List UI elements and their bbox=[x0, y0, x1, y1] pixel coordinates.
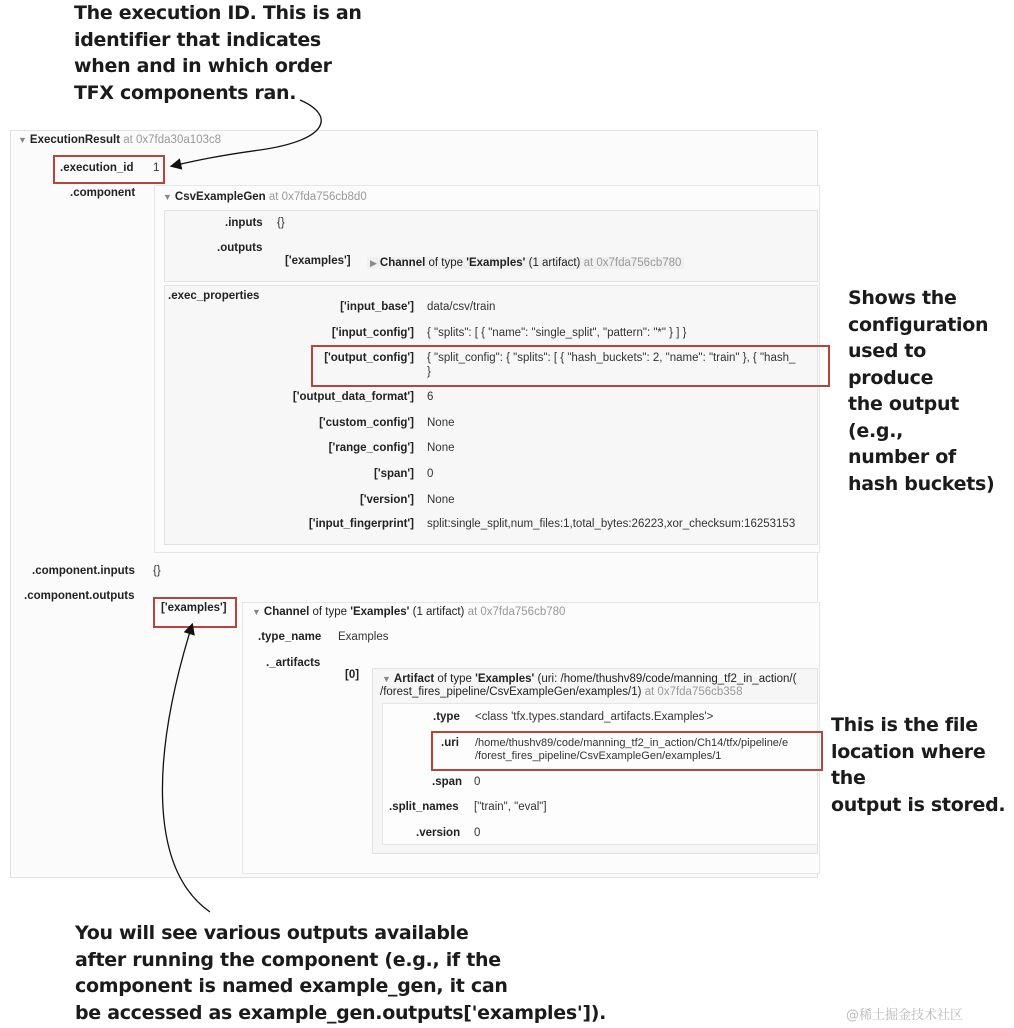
component-header[interactable]: ▼ CsvExampleGen at 0x7fda756cb8d0 bbox=[163, 191, 367, 203]
artifact-uri-key: .uri bbox=[441, 737, 459, 749]
artifact-uri-value-cont: /forest_fires_pipeline/CsvExampleGen/examples/1 bbox=[475, 750, 722, 762]
collapse-triangle-icon[interactable]: ▼ bbox=[382, 674, 391, 684]
annotation-execution-id: The execution ID. This is an identifier that indicates when and in which order TFX components ran. bbox=[74, 2, 362, 104]
annotation-output-config: Shows the configuration used to produce the output (e.g., number of hash buckets) bbox=[848, 287, 995, 495]
collapse-triangle-icon[interactable]: ▼ bbox=[18, 135, 27, 145]
exec-properties-key: .exec_properties bbox=[168, 290, 260, 302]
artifact-span-key: .span bbox=[432, 776, 463, 788]
annotation-uri: This is the file location where the output is stored. bbox=[831, 714, 1006, 816]
execution-id-value: 1 bbox=[153, 162, 160, 174]
channel-header[interactable]: ▼ Channel of type 'Examples' (1 artifact) at 0x7fda756cb780 bbox=[252, 606, 566, 618]
component-outputs-channel[interactable]: ▶ Channel of type 'Examples' (1 artifact) at 0x7fda756cb780 bbox=[367, 257, 684, 269]
artifact-header[interactable]: ▼ Artifact of type 'Examples' (uri: /home/thushv89/code/manning_tf2_in_action/( bbox=[382, 673, 797, 685]
exec-properties-panel bbox=[164, 285, 818, 545]
prop-key: ['version'] bbox=[359, 494, 414, 506]
type-name-value: Examples bbox=[338, 631, 389, 643]
prop-value: 0 bbox=[427, 468, 434, 480]
prop-value: data/csv/train bbox=[427, 301, 496, 313]
prop-value: None bbox=[427, 417, 455, 429]
component-inputs-value: {} bbox=[277, 217, 285, 229]
execution-result-header[interactable]: ▼ ExecutionResult at 0x7fda30a103c8 bbox=[18, 134, 222, 146]
prop-key: ['output_config'] bbox=[324, 352, 414, 364]
prop-value: None bbox=[427, 442, 455, 454]
execution-id-highlight bbox=[53, 155, 165, 184]
prop-value: { "split_config": { "splits": [ { "hash_buckets": 2, "name": "train" }, { "hash_ bbox=[427, 352, 796, 364]
prop-value: None bbox=[427, 494, 455, 506]
artifact-version-key: .version bbox=[416, 827, 461, 839]
artifact-split-names-key: .split_names bbox=[389, 801, 459, 813]
artifacts-key: ._artifacts bbox=[266, 657, 321, 669]
prop-value: split:single_split,num_files:1,total_bytes:26223,xor_checksum:16253153 bbox=[427, 518, 796, 530]
prop-value-cont: } bbox=[427, 366, 431, 378]
collapse-triangle-icon[interactable]: ▼ bbox=[252, 607, 261, 617]
prop-value: { "splits": [ { "name": "single_split", "pattern": "*" } ] } bbox=[427, 327, 687, 339]
prop-key: ['custom_config'] bbox=[319, 417, 414, 429]
watermark: @稀土掘金技术社区 bbox=[846, 1008, 964, 1023]
collapse-triangle-icon[interactable]: ▼ bbox=[163, 192, 172, 202]
artifact-fields-panel bbox=[382, 703, 818, 845]
prop-key: ['range_config'] bbox=[328, 442, 414, 454]
execution-id-key: .execution_id bbox=[60, 162, 134, 174]
result-component-inputs-value: {} bbox=[153, 565, 161, 577]
component-outputs-examples-key: ['examples'] bbox=[285, 255, 351, 267]
artifact-split-names-value: ["train", "eval"] bbox=[474, 801, 547, 813]
output-config-highlight bbox=[311, 345, 830, 387]
component-key: .component bbox=[70, 187, 136, 199]
prop-key: ['span'] bbox=[374, 468, 414, 480]
expand-triangle-icon[interactable]: ▶ bbox=[370, 258, 377, 268]
artifact-version-value: 0 bbox=[474, 827, 481, 839]
artifact-type-key: .type bbox=[433, 711, 460, 723]
prop-key: ['input_config'] bbox=[331, 327, 414, 339]
artifact-span-value: 0 bbox=[474, 776, 481, 788]
artifact-uri-value: /home/thushv89/code/manning_tf2_in_action/Ch14/tfx/pipeline/e bbox=[475, 737, 789, 749]
prop-key: ['input_fingerprint'] bbox=[308, 518, 414, 530]
outputs-examples-key: ['examples'] bbox=[161, 602, 227, 614]
component-outputs-key: .outputs bbox=[217, 242, 263, 254]
uri-highlight bbox=[431, 731, 823, 771]
prop-key: ['input_base'] bbox=[340, 301, 414, 313]
artifact-type-value: <class 'tfx.types.standard_artifacts.Examples'> bbox=[475, 711, 714, 723]
annotation-outputs: You will see various outputs available after running the component (e.g., if the component is named example_gen, it can be accessed as example_gen.outputs['examples']). bbox=[75, 922, 607, 1024]
type-name-key: .type_name bbox=[258, 631, 322, 643]
prop-value: 6 bbox=[427, 391, 434, 403]
outputs-examples-highlight bbox=[153, 597, 237, 628]
artifact-header-cont: /forest_fires_pipeline/CsvExampleGen/examples/1) at 0x7fda756cb358 bbox=[380, 686, 743, 698]
artifact-index-key: [0] bbox=[345, 669, 360, 681]
result-component-inputs-key: .component.inputs bbox=[32, 565, 135, 577]
result-component-outputs-key: .component.outputs bbox=[24, 590, 135, 602]
prop-key: ['output_data_format'] bbox=[292, 391, 414, 403]
component-inputs-key: .inputs bbox=[225, 217, 263, 229]
